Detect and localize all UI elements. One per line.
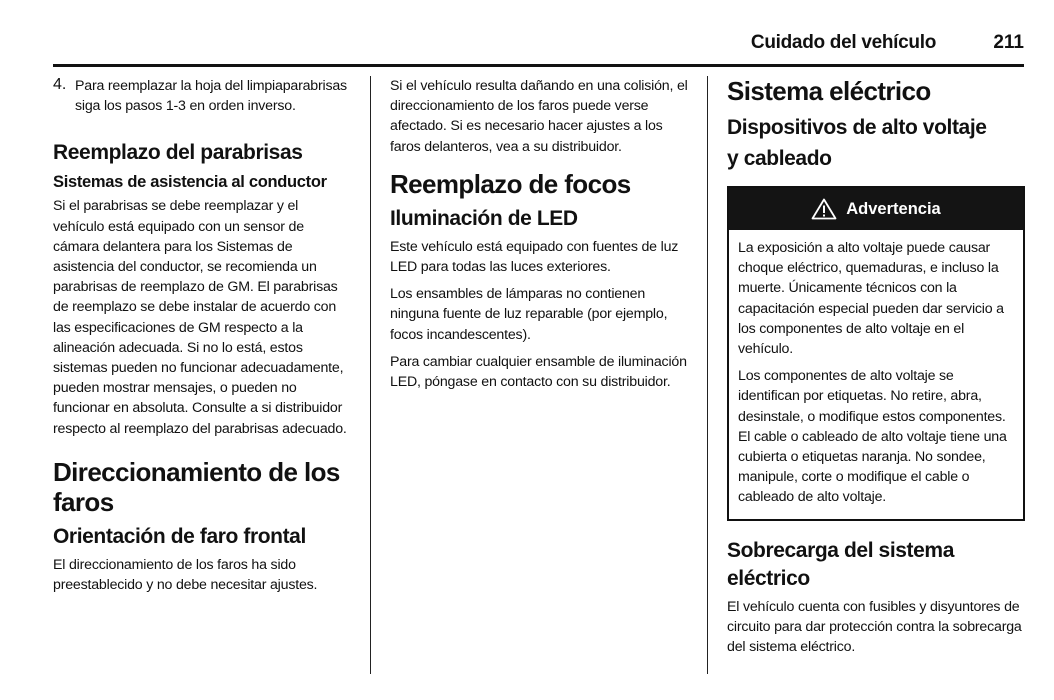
subheading-iluminacion-led: Iluminación de LED: [390, 206, 578, 230]
warning-title: Advertencia: [846, 199, 941, 218]
heading-sistema-electrico: Sistema eléctrico: [727, 76, 931, 106]
warning-box: [727, 186, 1025, 521]
subheading-sistemas-asistencia: Sistemas de asistencia al conductor: [53, 173, 327, 192]
page-number: 211: [993, 32, 1024, 53]
page-header: [53, 30, 1024, 67]
paragraph-led-fuentes: Este vehículo está equipado con fuentes de luz LED para todas las luces exteriores.: [390, 238, 679, 276]
warning-paragraph-componentes: Los componentes de alto voltaje se identifican por etiquetas. No retire, abra, desinstale, o modifique estos componentes. El cable o cableado de alto voltaje tiene una cubierta o etiquetas naranja. No sondee, manipule, corte o modifique el cable o cableado de alto voltaje.: [738, 368, 1007, 506]
step-number: 4.: [53, 76, 67, 93]
paragraph-orientacion: El direccionamiento de los faros ha sido preestablecido y no debe necesitar ajustes.: [53, 556, 318, 594]
paragraph-colision: Si el vehículo resulta dañando en una colisión, el direccionamiento de los faros puede verse afectado. Si es necesario hacer ajustes a los faros delanteros, vea a su distribuidor.: [390, 78, 688, 155]
heading-reemplazo-parabrisas: Reemplazo del parabrisas: [53, 141, 303, 165]
section-title: Cuidado del vehículo: [750, 32, 936, 53]
column-left: [53, 76, 353, 602]
column-divider: [707, 76, 708, 674]
column-right: [727, 76, 1025, 664]
paragraph-parabrisas: Si el parabrisas se debe reemplazar y el vehículo está equipado con un sensor de cámara delantera para los Sistemas de asistencia del conductor, se recomienda un parabrisas de reemplazo de GM. El parabrisas de reemplazo se debe instalar de acuerdo con las especificaciones de GM respecto a la alineación adecuada. Si no lo está, estos sistemas pueden no funcionar adecuadamente, pueden mostrar mensajes, o pueden no funcionar en absoluta. Consulte a si distribuidor respecto al reemplazo del parabrisas adecuado.: [53, 198, 347, 437]
heading-direccionamiento-faros: Direccionamiento de los faros: [53, 456, 340, 517]
subheading-sobrecarga: Sobrecarga del sistema eléctrico: [727, 538, 954, 590]
warning-triangle-icon: [811, 198, 837, 220]
heading-reemplazo-focos: Reemplazo de focos: [390, 168, 631, 199]
subheading-orientacion-faro: Orientación de faro frontal: [53, 524, 306, 548]
paragraph-led-ensambles: Los ensambles de lámparas no contienen ninguna fuente de luz reparable (por ejemplo, focos incandescentes).: [390, 286, 668, 343]
warning-paragraph-exposicion: La exposición a alto voltaje puede causar choque eléctrico, quemaduras, e incluso la muerte. Únicamente técnicos con la capacitación especial pueden dar servicio a los componentes de alto voltaje en el vehículo.: [738, 240, 1004, 358]
warning-header: [729, 188, 1023, 230]
column-middle: [390, 76, 690, 399]
paragraph-sobrecarga: El vehículo cuenta con fusibles y disyuntores de circuito para dar protección contra la sobrecarga del sistema eléctrico.: [727, 598, 1022, 656]
step-text: Para reemplazar la hoja del limpiaparabrisas siga los pasos 1-3 en orden inverso.: [75, 78, 347, 115]
column-divider: [370, 76, 371, 674]
step-item: [53, 76, 353, 123]
subheading-alto-voltaje: Dispositivos de alto voltaje y cableado: [727, 116, 987, 170]
warning-body: [729, 230, 1023, 519]
paragraph-led-distribuidor: Para cambiar cualquier ensamble de iluminación LED, póngase en contacto con su distribuidor.: [390, 353, 687, 391]
